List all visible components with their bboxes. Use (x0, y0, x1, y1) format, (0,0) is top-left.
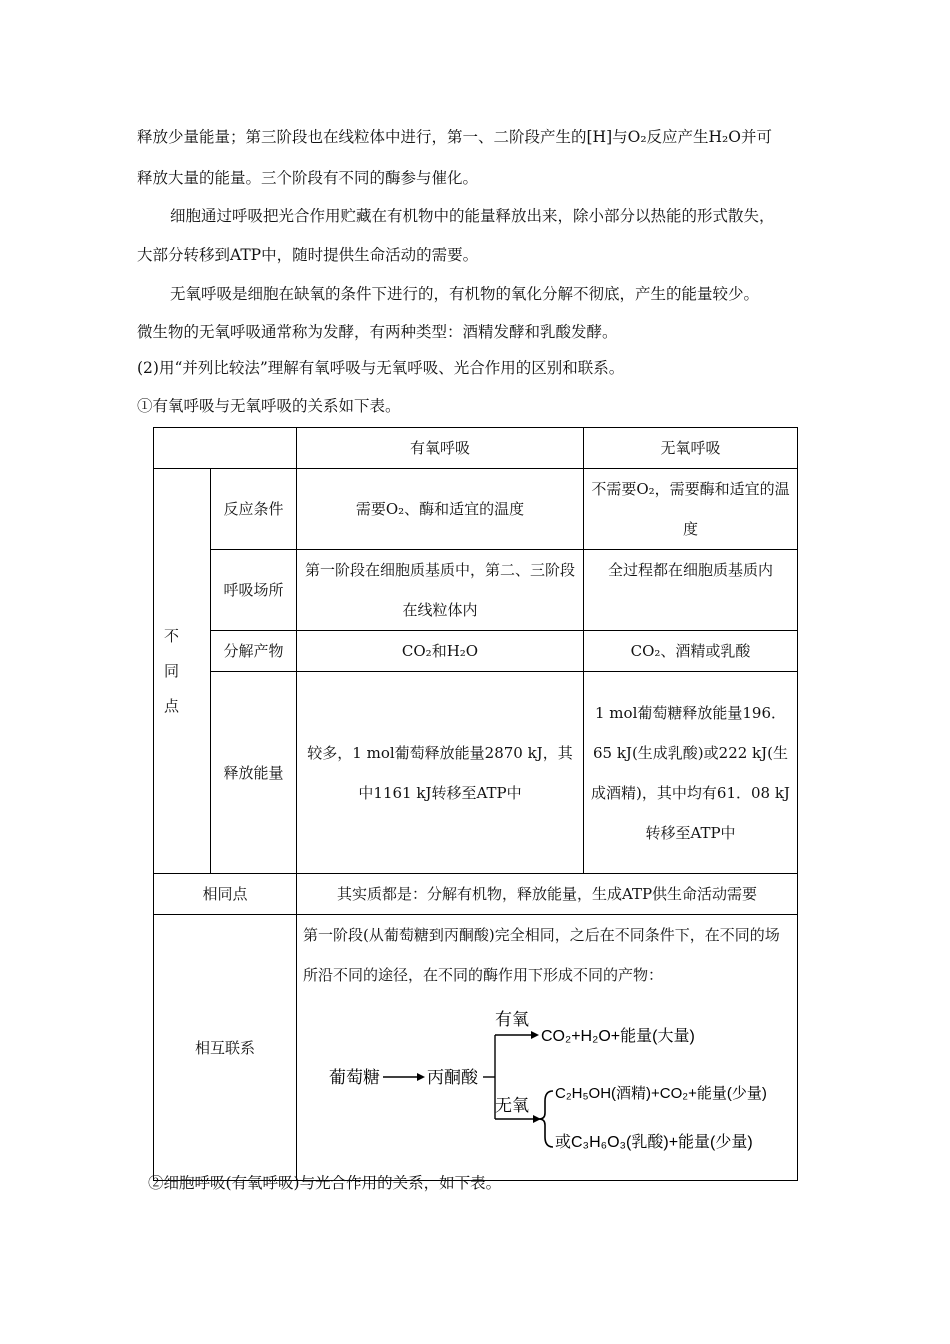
arrow-head (417, 1073, 425, 1081)
paragraph-line: 微生物的无氧呼吸通常称为发酵，有两种类型：酒精发酵和乳酸发酵。 (137, 323, 618, 341)
cell-anaerobic: 全过程都在细胞质基质内 (584, 550, 798, 631)
table-row (154, 469, 798, 550)
header-aerobic: 有氧呼吸 (297, 428, 584, 469)
respiration-comparison-table (153, 427, 798, 1181)
paragraph-line: ②细胞呼吸(有氧呼吸)与光合作用的关系，如下表。 (148, 1174, 502, 1192)
row-label: 分解产物 (211, 631, 297, 672)
cell-aerobic: CO₂和H₂O (297, 631, 584, 672)
cell-same: 其实质都是：分解有机物，释放能量，生成ATP供生命活动需要 (297, 874, 798, 915)
cell-aerobic: 较多，1 mol葡萄释放能量2870 kJ，其中1161 kJ转移至ATP中 (297, 672, 584, 874)
cell-anaerobic: CO₂、酒精或乳酸 (584, 631, 798, 672)
row-label: 释放能量 (211, 672, 297, 874)
paragraph-line: 释放大量的能量。三个阶段有不同的酶参与催化。 (137, 169, 479, 187)
aerobic-product: CO₂+H₂O+能量(大量) (541, 1028, 695, 1045)
paragraph-line: (2)用“并列比较法”理解有氧呼吸与无氧呼吸、光合作用的区别和联系。 (137, 359, 625, 377)
cell-aerobic: 第一阶段在细胞质基质中，第二、三阶段在线粒体内 (297, 550, 584, 631)
table-row (154, 874, 798, 915)
cell-link (297, 915, 798, 1181)
group-label-char: 不 (164, 626, 180, 645)
group-label-char: 点 (164, 696, 180, 715)
table-corner-cell (154, 428, 297, 469)
respiration-pathway-diagram (309, 1005, 787, 1165)
row-label-same: 相同点 (154, 874, 297, 915)
cell-anaerobic: 不需要O₂，需要酶和适宜的温度 (584, 469, 798, 550)
group-label-differences (154, 469, 211, 874)
table-header-row (154, 428, 798, 469)
table-row (154, 631, 798, 672)
row-label-link: 相互联系 (154, 915, 297, 1181)
paragraph-line: ①有氧呼吸与无氧呼吸的关系如下表。 (137, 397, 401, 415)
cell-anaerobic: 1 mol葡萄糖释放能量196．65 kJ(生成乳酸)或222 kJ(生成酒精)，其中均有61．08 kJ转移至ATP中 (584, 672, 798, 874)
group-label-char: 同 (164, 661, 180, 680)
paragraph-line: 无氧呼吸是细胞在缺氧的条件下进行的，有机物的氧化分解不彻底，产生的能量较少。 (170, 285, 760, 303)
aerobic-condition-label: 有氧 (495, 1010, 529, 1029)
table-row (154, 672, 798, 874)
paragraph-line: 大部分转移到ATP中，随时提供生命活动的需要。 (137, 246, 479, 264)
table-row (154, 915, 798, 1181)
anaerobic-product-alcohol: C₂H₅OH(酒精)+CO₂+能量(少量) (555, 1085, 767, 1102)
brace (539, 1091, 553, 1147)
pyruvate-label: 丙酮酸 (427, 1068, 478, 1087)
anaerobic-condition-label: 无氧 (495, 1096, 529, 1115)
paragraph-line: 细胞通过呼吸把光合作用贮藏在有机物中的能量释放出来，除小部分以热能的形式散失， (170, 207, 775, 225)
row-label: 反应条件 (211, 469, 297, 550)
paragraph-line: 释放少量能量；第三阶段也在线粒体中进行，第一、二阶段产生的[H]与O₂反应产生H₂O并可 (137, 128, 772, 146)
arrow-head (531, 1031, 539, 1039)
glucose-label: 葡萄糖 (329, 1068, 380, 1087)
link-text: 第一阶段(从葡萄糖到丙酮酸)完全相同，之后在不同条件下，在不同的场所沿不同的途径，在不同的酶作用下形成不同的产物： (303, 926, 780, 984)
row-label: 呼吸场所 (211, 550, 297, 631)
anaerobic-product-lactic: 或C₃H₆O₃(乳酸)+能量(少量) (555, 1134, 753, 1151)
table-row (154, 550, 798, 631)
cell-aerobic: 需要O₂、酶和适宜的温度 (297, 469, 584, 550)
header-anaerobic: 无氧呼吸 (584, 428, 798, 469)
